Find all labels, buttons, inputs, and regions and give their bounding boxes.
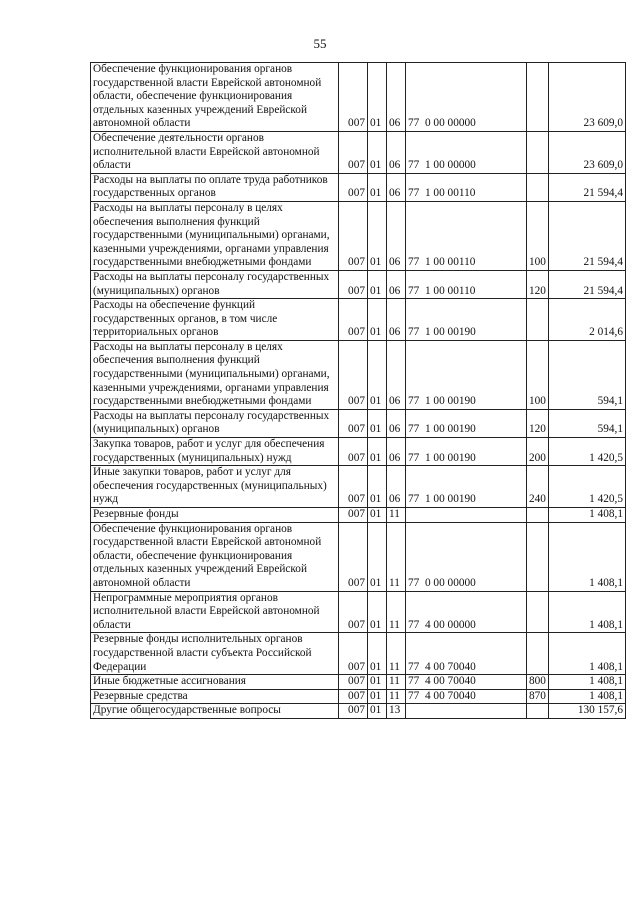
row-name: Расходы на выплаты персоналу государственных (муниципальных) органов	[91, 409, 339, 437]
row-section: 01	[368, 131, 387, 173]
row-target-article: 77 1 00 00110	[406, 201, 527, 270]
table-row	[91, 522, 626, 591]
row-target-article: 77 0 00 00000	[406, 522, 527, 591]
row-section: 01	[368, 633, 387, 675]
row-expense-type	[527, 508, 549, 523]
row-expense-type	[527, 633, 549, 675]
row-subsection: 11	[387, 508, 406, 523]
row-subsection: 06	[387, 340, 406, 409]
row-subsection: 06	[387, 131, 406, 173]
table-row	[91, 63, 626, 132]
row-section: 01	[368, 689, 387, 704]
row-subsection: 06	[387, 270, 406, 298]
row-admin-code: 007	[339, 131, 368, 173]
row-target-article	[406, 508, 527, 523]
row-expense-type: 120	[527, 270, 549, 298]
row-target-article: 77 1 00 00110	[406, 270, 527, 298]
table-row	[91, 633, 626, 675]
row-amount: 21 594,4	[549, 201, 626, 270]
row-target-article: 77 4 00 00000	[406, 591, 527, 633]
row-subsection: 06	[387, 438, 406, 466]
table-row	[91, 466, 626, 508]
table-row	[91, 438, 626, 466]
budget-table	[90, 62, 626, 719]
row-expense-type	[527, 173, 549, 201]
row-name: Расходы на выплаты персоналу в целях обеспечения выполнения функций государственными (муниципальными) органами, казенными учреждениями, органами управления государственными внебюджетными фондами	[91, 340, 339, 409]
row-target-article: 77 1 00 00000	[406, 131, 527, 173]
row-admin-code: 007	[339, 173, 368, 201]
row-target-article: 77 1 00 00190	[406, 340, 527, 409]
row-section: 01	[368, 299, 387, 341]
row-amount: 594,1	[549, 409, 626, 437]
row-subsection: 11	[387, 689, 406, 704]
row-admin-code: 007	[339, 689, 368, 704]
table-row	[91, 340, 626, 409]
budget-table-body	[91, 63, 626, 719]
row-expense-type	[527, 704, 549, 719]
row-amount: 2 014,6	[549, 299, 626, 341]
row-expense-type: 120	[527, 409, 549, 437]
row-expense-type: 240	[527, 466, 549, 508]
row-section: 01	[368, 63, 387, 132]
table-row	[91, 409, 626, 437]
row-name: Закупка товаров, работ и услуг для обеспечения государственных (муниципальных) нужд	[91, 438, 339, 466]
row-subsection: 13	[387, 704, 406, 719]
row-target-article: 77 1 00 00110	[406, 173, 527, 201]
row-amount: 130 157,6	[549, 704, 626, 719]
table-row	[91, 675, 626, 690]
row-subsection: 06	[387, 409, 406, 437]
row-subsection: 11	[387, 675, 406, 690]
row-amount: 1 408,1	[549, 633, 626, 675]
row-admin-code: 007	[339, 438, 368, 466]
page-number: 55	[313, 36, 327, 51]
row-section: 01	[368, 270, 387, 298]
table-row	[91, 299, 626, 341]
row-section: 01	[368, 508, 387, 523]
row-admin-code: 007	[339, 675, 368, 690]
row-amount: 1 408,1	[549, 675, 626, 690]
row-amount: 21 594,4	[549, 173, 626, 201]
row-expense-type: 100	[527, 340, 549, 409]
row-amount: 23 609,0	[549, 131, 626, 173]
row-expense-type	[527, 299, 549, 341]
row-amount: 1 420,5	[549, 438, 626, 466]
table-row	[91, 591, 626, 633]
row-name: Резервные фонды	[91, 508, 339, 523]
row-admin-code: 007	[339, 704, 368, 719]
row-section: 01	[368, 591, 387, 633]
row-target-article: 77 4 00 70040	[406, 689, 527, 704]
row-name: Другие общегосударственные вопросы	[91, 704, 339, 719]
row-admin-code: 007	[339, 299, 368, 341]
row-name: Расходы на выплаты персоналу в целях обеспечения выполнения функций государственными (муниципальными) органами, казенными учреждениями, органами управления государственными внебюджетными фондами	[91, 201, 339, 270]
row-amount: 1 408,1	[549, 522, 626, 591]
row-target-article: 77 4 00 70040	[406, 675, 527, 690]
row-admin-code: 007	[339, 340, 368, 409]
row-subsection: 06	[387, 466, 406, 508]
row-target-article: 77 4 00 70040	[406, 633, 527, 675]
row-admin-code: 007	[339, 409, 368, 437]
row-expense-type: 100	[527, 201, 549, 270]
row-target-article: 77 1 00 00190	[406, 409, 527, 437]
row-section: 01	[368, 704, 387, 719]
row-amount: 23 609,0	[549, 63, 626, 132]
row-expense-type: 800	[527, 675, 549, 690]
row-amount: 1 408,1	[549, 508, 626, 523]
row-admin-code: 007	[339, 591, 368, 633]
row-target-article: 77 0 00 00000	[406, 63, 527, 132]
row-section: 01	[368, 201, 387, 270]
table-row	[91, 173, 626, 201]
row-target-article	[406, 704, 527, 719]
row-admin-code: 007	[339, 201, 368, 270]
row-amount: 1 408,1	[549, 591, 626, 633]
row-name: Иные бюджетные ассигнования	[91, 675, 339, 690]
row-subsection: 11	[387, 522, 406, 591]
row-name: Обеспечение функционирования органов государственной власти Еврейской автономной области, обеспечение функционирования отдельных казенных учреждений Еврейской автономной области	[91, 63, 339, 132]
table-row	[91, 131, 626, 173]
row-expense-type	[527, 131, 549, 173]
row-subsection: 06	[387, 299, 406, 341]
row-name: Расходы на выплаты персоналу государственных (муниципальных) органов	[91, 270, 339, 298]
row-section: 01	[368, 522, 387, 591]
row-name: Расходы на обеспечение функций государственных органов, в том числе территориальных органов	[91, 299, 339, 341]
row-name: Обеспечение деятельности органов исполнительной власти Еврейской автономной области	[91, 131, 339, 173]
row-section: 01	[368, 466, 387, 508]
row-name: Резервные средства	[91, 689, 339, 704]
row-admin-code: 007	[339, 508, 368, 523]
row-section: 01	[368, 340, 387, 409]
row-section: 01	[368, 409, 387, 437]
row-section: 01	[368, 438, 387, 466]
row-expense-type: 870	[527, 689, 549, 704]
table-row	[91, 689, 626, 704]
row-name: Расходы на выплаты по оплате труда работников государственных органов	[91, 173, 339, 201]
row-admin-code: 007	[339, 466, 368, 508]
row-name: Резервные фонды исполнительных органов государственной власти субъекта Российской Федерации	[91, 633, 339, 675]
row-amount: 21 594,4	[549, 270, 626, 298]
row-expense-type	[527, 591, 549, 633]
row-subsection: 06	[387, 201, 406, 270]
row-admin-code: 007	[339, 63, 368, 132]
row-amount: 594,1	[549, 340, 626, 409]
row-expense-type	[527, 63, 549, 132]
row-admin-code: 007	[339, 633, 368, 675]
row-amount: 1 408,1	[549, 689, 626, 704]
row-subsection: 06	[387, 173, 406, 201]
row-name: Непрограммные мероприятия органов исполнительной власти Еврейской автономной области	[91, 591, 339, 633]
table-row	[91, 270, 626, 298]
row-expense-type	[527, 522, 549, 591]
row-subsection: 06	[387, 63, 406, 132]
table-row	[91, 201, 626, 270]
row-expense-type: 200	[527, 438, 549, 466]
row-target-article: 77 1 00 00190	[406, 299, 527, 341]
row-section: 01	[368, 675, 387, 690]
row-admin-code: 007	[339, 522, 368, 591]
row-name: Обеспечение функционирования органов государственной власти Еврейской автономной области, обеспечение функционирования отдельных казенных учреждений Еврейской автономной области	[91, 522, 339, 591]
table-row	[91, 704, 626, 719]
row-subsection: 11	[387, 591, 406, 633]
row-section: 01	[368, 173, 387, 201]
row-admin-code: 007	[339, 270, 368, 298]
row-amount: 1 420,5	[549, 466, 626, 508]
row-target-article: 77 1 00 00190	[406, 438, 527, 466]
row-target-article: 77 1 00 00190	[406, 466, 527, 508]
table-row	[91, 508, 626, 523]
row-subsection: 11	[387, 633, 406, 675]
row-name: Иные закупки товаров, работ и услуг для обеспечения государственных (муниципальных) нужд	[91, 466, 339, 508]
